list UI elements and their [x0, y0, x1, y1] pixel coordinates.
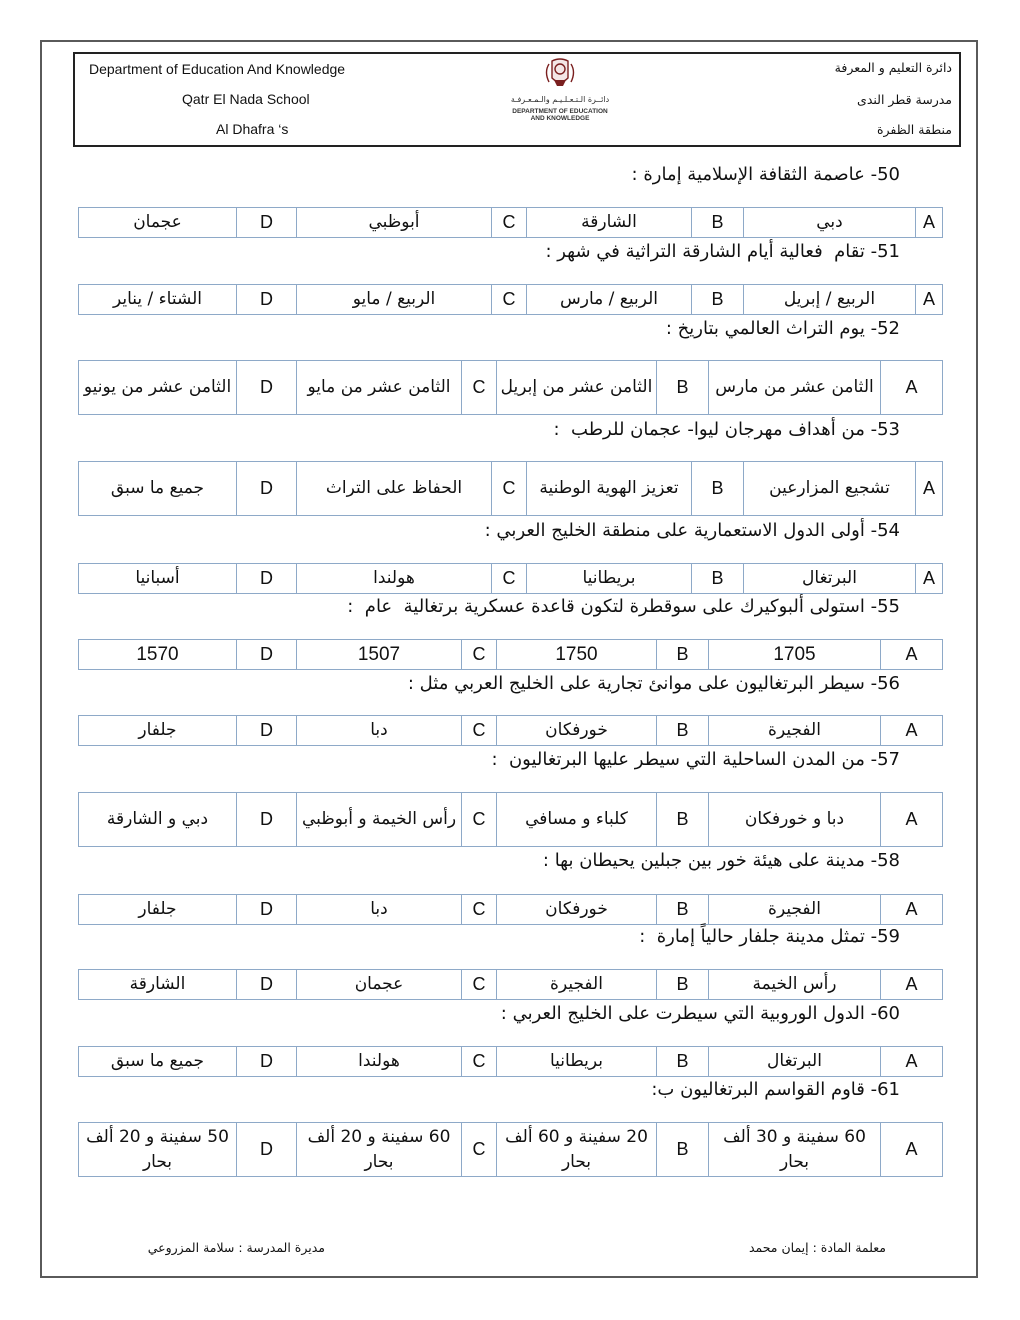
option-d-letter: D	[237, 716, 297, 746]
option-b-letter: B	[657, 1123, 709, 1177]
option-c-letter: C	[462, 716, 497, 746]
option-b-text: 20 سفينة و 60 ألف بحار	[497, 1123, 657, 1177]
option-a-letter: A	[881, 970, 943, 1000]
option-d-letter: D	[237, 640, 297, 670]
question-53-options	[78, 461, 943, 516]
question-58-text: 58- مدينة على هيئة خور بين جبلين يحيطان بها :	[542, 850, 900, 871]
option-b-letter: B	[657, 361, 709, 415]
option-d-letter: D	[237, 564, 297, 594]
option-b-letter: B	[692, 285, 744, 315]
option-a-text: 60 سفينة و 30 ألف بحار	[709, 1123, 881, 1177]
option-c-letter: C	[492, 564, 527, 594]
option-b-text: الفجيرة	[497, 970, 657, 1000]
option-d-letter: D	[237, 970, 297, 1000]
option-d-text: جميع ما سبق	[79, 462, 237, 516]
question-55-options	[78, 639, 943, 670]
question-57-options	[78, 792, 943, 847]
option-c-text: 1507	[297, 640, 462, 670]
option-d-text: أسبانيا	[79, 564, 237, 594]
question-60-text: 60- الدول الوروبية التي سيطرت على الخليج العربي :	[500, 1003, 900, 1024]
option-b-letter: B	[657, 895, 709, 925]
option-c-letter: C	[462, 1123, 497, 1177]
option-d-text: الثامن عشر من يونيو	[79, 361, 237, 415]
question-61-text: 61- قاوم القواسم البرتغاليون ب:	[651, 1079, 900, 1100]
option-a-letter: A	[881, 895, 943, 925]
logo-arabic-text: دائــرة الـتـعـلـيـم والـمـعـرفـة	[510, 95, 610, 104]
option-c-text: الربيع / مايو	[297, 285, 492, 315]
option-c-letter: C	[492, 285, 527, 315]
principal-signature-line: مديرة المدرسة : سلامة المزروعي	[147, 1240, 325, 1255]
option-d-letter: D	[237, 361, 297, 415]
option-b-text: الثامن عشر من إبريل	[497, 361, 657, 415]
option-c-letter: C	[462, 1047, 497, 1077]
option-a-letter: A	[916, 285, 943, 315]
option-b-letter: B	[692, 462, 744, 516]
option-c-letter: C	[462, 361, 497, 415]
option-a-text: البرتغال	[709, 1047, 881, 1077]
option-d-text: 50 سفينة و 20 ألف بحار	[79, 1123, 237, 1177]
option-c-text: هولندا	[297, 1047, 462, 1077]
option-b-letter: B	[657, 1047, 709, 1077]
question-50-text: 50- عاصمة الثقافة الإسلامية إمارة :	[631, 164, 900, 185]
option-d-text: دبي و الشارقة	[79, 793, 237, 847]
option-d-text: الشارقة	[79, 970, 237, 1000]
option-a-text: الفجيرة	[709, 895, 881, 925]
option-c-text: الثامن عشر من مايو	[297, 361, 462, 415]
option-d-letter: D	[237, 1047, 297, 1077]
option-c-letter: C	[462, 895, 497, 925]
question-59-text: 59- تمثل مدينة جلفار حالياً إمارة :	[639, 926, 900, 947]
option-c-text: رأس الخيمة و أبوظبي	[297, 793, 462, 847]
option-b-text: الشارقة	[527, 208, 692, 238]
option-d-letter: D	[237, 895, 297, 925]
option-c-letter: C	[492, 208, 527, 238]
option-b-letter: B	[657, 716, 709, 746]
option-d-text: جميع ما سبق	[79, 1047, 237, 1077]
option-d-text: 1570	[79, 640, 237, 670]
option-a-text: الثامن عشر من مارس	[709, 361, 881, 415]
option-b-text: بريطانيا	[497, 1047, 657, 1077]
option-c-text: هولندا	[297, 564, 492, 594]
option-a-text: تشجيع المزارعين	[744, 462, 916, 516]
option-d-text: الشتاء / يناير	[79, 285, 237, 315]
question-52-text: 52- يوم التراث العالمي بتاريخ :	[665, 318, 900, 339]
option-a-text: الربيع / إبريل	[744, 285, 916, 315]
header-school-ar: مدرسة قطر الندى	[857, 92, 952, 107]
option-c-text: عجمان	[297, 970, 462, 1000]
option-b-text: بريطانيا	[527, 564, 692, 594]
option-a-letter: A	[881, 1047, 943, 1077]
option-d-letter: D	[237, 285, 297, 315]
question-52-options	[78, 360, 943, 415]
question-60-options	[78, 1046, 943, 1077]
question-56-options	[78, 715, 943, 746]
option-d-text: جلفار	[79, 716, 237, 746]
option-a-text: البرتغال	[744, 564, 916, 594]
option-b-letter: B	[692, 564, 744, 594]
option-b-letter: B	[692, 208, 744, 238]
option-c-text: أبوظبي	[297, 208, 492, 238]
question-51-options	[78, 284, 943, 315]
question-57-text: 57- من المدن الساحلية التي سيطر عليها البرتغاليون :	[491, 749, 900, 770]
logo-english-line-1: DEPARTMENT OF EDUCATION	[512, 108, 608, 115]
option-c-text: 60 سفينة و 20 ألف بحار	[297, 1123, 462, 1177]
option-a-letter: A	[916, 208, 943, 238]
option-b-letter: B	[657, 970, 709, 1000]
question-53-text: 53- من أهداف مهرجان ليوا- عجمان للرطب :	[553, 419, 900, 440]
option-a-text: دبا و خورفكان	[709, 793, 881, 847]
option-b-text: تعزيز الهوية الوطنية	[527, 462, 692, 516]
question-55-text: 55- استولى ألبوكيرك على سوقطرة لتكون قاعدة عسكرية برتغالية عام :	[347, 596, 900, 617]
option-b-text: خورفكان	[497, 716, 657, 746]
option-a-text: 1705	[709, 640, 881, 670]
option-c-letter: C	[462, 640, 497, 670]
question-51-text: 51- تقام فعالية أيام الشارقة التراثية في شهر :	[545, 241, 900, 262]
header-region-en: Al Dhafra ‘s	[216, 121, 289, 137]
option-c-letter: C	[492, 462, 527, 516]
option-c-letter: C	[462, 970, 497, 1000]
option-d-text: عجمان	[79, 208, 237, 238]
option-b-letter: B	[657, 640, 709, 670]
option-b-text: كلباء و مسافي	[497, 793, 657, 847]
header-department-en: Department of Education And Knowledge	[89, 61, 346, 77]
option-b-text: 1750	[497, 640, 657, 670]
header-region-ar: منطقة الظفرة	[876, 122, 952, 137]
option-a-letter: A	[881, 793, 943, 847]
option-d-text: جلفار	[79, 895, 237, 925]
option-a-letter: A	[881, 361, 943, 415]
option-c-text: الحفاظ على التراث	[297, 462, 492, 516]
option-b-text: الربيع / مارس	[527, 285, 692, 315]
option-c-letter: C	[462, 793, 497, 847]
question-58-options	[78, 894, 943, 925]
option-b-text: خورفكان	[497, 895, 657, 925]
header-department-ar: دائرة التعليم و المعرفة	[834, 60, 952, 75]
option-d-letter: D	[237, 1123, 297, 1177]
option-a-letter: A	[916, 462, 943, 516]
option-c-text: دبا	[297, 895, 462, 925]
option-a-text: دبي	[744, 208, 916, 238]
question-59-options	[78, 969, 943, 1000]
teacher-signature-line: معلمة المادة : إيمان محمد	[748, 1240, 886, 1255]
option-d-letter: D	[237, 462, 297, 516]
logo-english-line-2: AND KNOWLEDGE	[530, 115, 590, 122]
header-school-en: Qatr El Nada School	[182, 91, 310, 107]
option-a-letter: A	[881, 716, 943, 746]
question-54-options	[78, 563, 943, 594]
option-c-text: دبا	[297, 716, 462, 746]
question-56-text: 56- سيطر البرتغاليون على موانئ تجارية على الخليج العربي مثل :	[407, 673, 900, 694]
question-61-options	[78, 1122, 943, 1177]
option-a-text: رأس الخيمة	[709, 970, 881, 1000]
option-b-letter: B	[657, 793, 709, 847]
option-d-letter: D	[237, 208, 297, 238]
option-a-letter: A	[881, 1123, 943, 1177]
question-50-options	[78, 207, 943, 238]
option-d-letter: D	[237, 793, 297, 847]
option-a-text: الفجيرة	[709, 716, 881, 746]
question-54-text: 54- أولى الدول الاستعمارية على منطقة الخليج العربي :	[484, 520, 900, 541]
option-a-letter: A	[881, 640, 943, 670]
option-a-letter: A	[916, 564, 943, 594]
